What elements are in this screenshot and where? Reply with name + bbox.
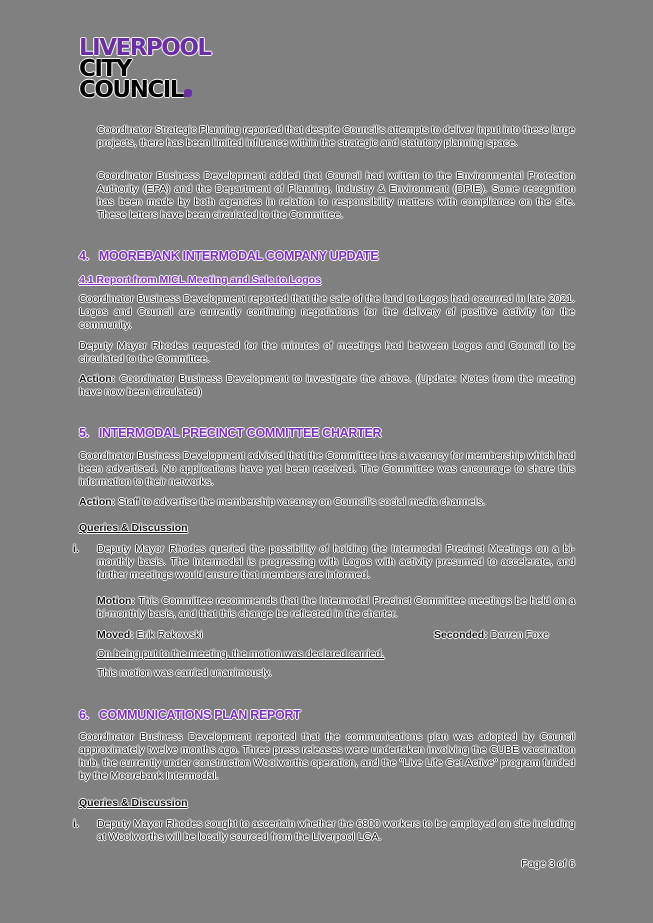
- section-4-paragraph-2: Deputy Mayor Rhodes requested for the minutes of meetings had between Logos and Council to be circulated to the Committee.: [79, 340, 575, 365]
- intro-paragraph-2: Coordinator Business Development added that Council had written to the Environmental Protection Authority (EPA) and the Department of Planning, Industry & Environment (DPIE). Some recognition has been made by both agencies in relation to responsibility matters with compliance on the site. These letters have been circulated to the Committee.: [97, 170, 575, 221]
- logo-line-city: CITY: [79, 56, 131, 82]
- section-5-action: Action: Staff to advertise the membership vacancy on Council's social media channels.: [79, 496, 486, 508]
- section-5-heading: 5. INTERMODAL PRECINCT COMMITTEE CHARTER: [79, 426, 382, 440]
- council-logo: [79, 35, 211, 103]
- section-4-paragraph-1: Coordinator Business Development reported that the sale of the land to Logos had occurred in late 2021. Logos and Council are currently continuing negotiations for the delivery of positive activity for the community.: [79, 293, 575, 331]
- section-4-heading: 4. MOOREBANK INTERMODAL COMPANY UPDATE: [79, 249, 379, 263]
- section-5-motion: Motion: This Committee recommends that the Intermodal Precinct Committee meetings be held on a bi-monthly basis, and that this change be reflected in the charter.: [97, 595, 575, 620]
- page-number: Page 3 of 6: [521, 858, 575, 870]
- logo-line-council: COUNCIL: [79, 80, 211, 101]
- section-5-item-marker: i.: [73, 543, 79, 555]
- section-6-queries-heading: Queries & Discussion: [79, 797, 188, 809]
- section-5-seconded: Seconded: Darren Foxe: [434, 629, 549, 641]
- section-6-heading: 6. COMMUNICATIONS PLAN REPORT: [79, 708, 301, 722]
- section-5-queries-heading: Queries & Discussion: [79, 522, 188, 534]
- section-5-moved: Moved: Erik Rakowski: [97, 629, 203, 641]
- section-5-paragraph-1: Coordinator Business Development advised that the Committee has a vacancy for membership which had been advertised. No applications have yet been received. The Committee was encourage to share this information to their networks.: [79, 450, 575, 488]
- section-4-1-subheading: 4.1 Report from MICL Meeting and Sale to Logos: [79, 274, 321, 286]
- section-5-carried: On being put to the meeting, the motion was declared carried.: [97, 648, 385, 660]
- section-5-unanimous: This motion was carried unanimously.: [97, 667, 272, 679]
- heart-dot-icon: [184, 89, 192, 97]
- section-5-query-item: Deputy Mayor Rhodes queried the possibility of holding the Intermodal Precinct Meetings on a bi-monthly basis. The Intermodal is progressing with Logos with activity presumed to accelerate, and further meetings would ensure that members are informed.: [97, 543, 575, 581]
- section-4-action: Action: Coordinator Business Development to investigate the above. (Update: Notes from the meeting have now been circulated): [79, 373, 575, 398]
- section-6-paragraph-1: Coordinator Business Development reported that the communications plan was adopted by Council approximately twelve months ago. Three press releases were undertaken involving the CUBE vaccination hub, the currently under construction Woolworths operation, and the "Live Life Get Active" program funded by the Moorebank Intermodal.: [79, 731, 575, 782]
- intro-paragraph-1: Coordinator Strategic Planning reported that despite Council's attempts to deliver input into these large projects, there has been limited influence within the strategic and statutory planning space.: [97, 124, 575, 149]
- logo-line-liverpool: LIVERPOOL: [79, 35, 211, 61]
- section-6-item-marker: i.: [73, 818, 79, 830]
- section-6-query-item: Deputy Mayor Rhodes sought to ascertain whether the 6800 workers to be employed on site including at Woolworths will be locally sourced from the Liverpool LGA.: [97, 818, 575, 843]
